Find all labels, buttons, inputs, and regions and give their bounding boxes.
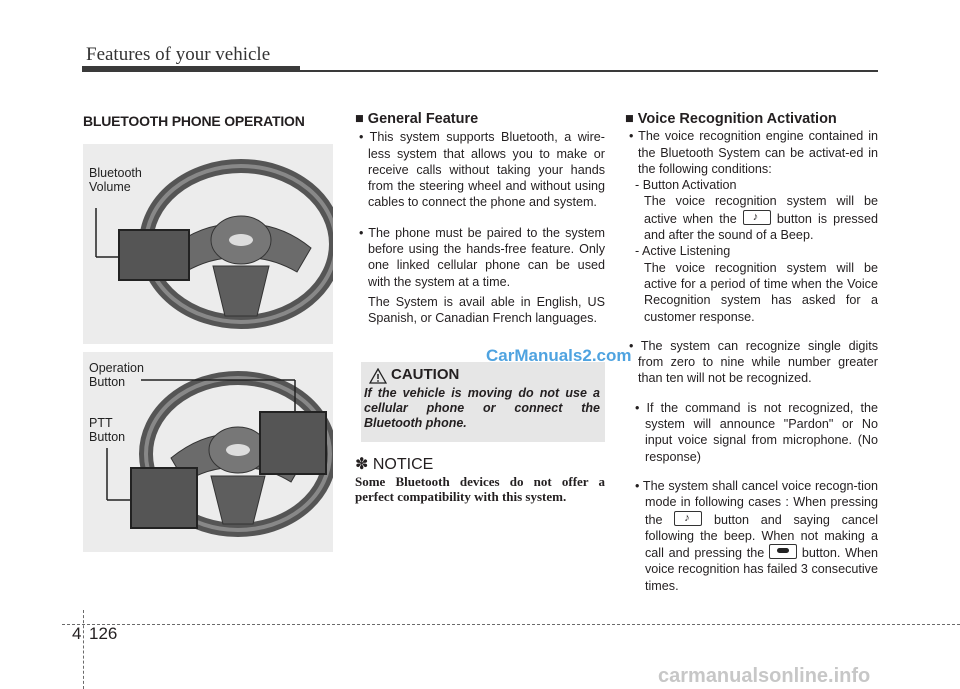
label-line: Bluetooth xyxy=(89,166,142,180)
text-part: button and saying cancel following the beep. When not making a call and pressing the xyxy=(645,512,878,561)
general-paragraph-2: • The phone must be paired to the system before using the hands-free feature. Only one linked cellular phone can be used with the system at a time. xyxy=(359,225,605,289)
chapter-number: 4 xyxy=(72,624,82,643)
running-header: Features of your vehicle xyxy=(86,44,271,65)
section-heading: BLUETOOTH PHONE OPERATION xyxy=(83,113,305,129)
talk-button-icon: ♪ xyxy=(743,210,771,225)
cancel-paragraph xyxy=(625,478,878,594)
watermark-top: CarManuals2.com xyxy=(486,346,632,365)
caution-box xyxy=(361,362,605,442)
button-activation-title: - Button Activation xyxy=(635,178,737,193)
voice-recognition-column xyxy=(625,111,878,594)
label-line: PTT xyxy=(89,416,113,430)
caution-text: If the vehicle is moving do not use a cellular phone or connect the Bluetooth phone. xyxy=(364,386,600,430)
notice-title: ✽ NOTICE xyxy=(355,456,434,473)
text-part: The voice recognition system will be active when the xyxy=(644,194,878,226)
footer-rule xyxy=(62,624,960,625)
header-rule-thin xyxy=(300,70,878,72)
steering-wheel-figure-1 xyxy=(83,144,333,344)
phone-end-button-icon xyxy=(769,544,797,559)
active-listening-title: - Active Listening xyxy=(635,244,731,259)
general-feature-column xyxy=(355,111,605,327)
operation-button-label xyxy=(89,361,144,389)
digits-paragraph: • The system can recognize single digits from zero to nine while number greater than ten will not be recognized. xyxy=(629,338,878,386)
text-part: button is pressed and after the sound of a Beep. xyxy=(644,211,878,243)
text-part: • The system shall cancel voice recogn-tion mode in following cases : When pressing the xyxy=(635,478,878,527)
text-part: button. When voice recognition has failed 3 consecutive times. xyxy=(645,546,878,593)
header-rule-thick xyxy=(82,66,300,72)
general-paragraph-1: • This system supports Bluetooth, a wire-less system that allows you to make or receive calls without taking your hands from the steering wheel and without using cables to connect the phone and system. xyxy=(359,130,605,210)
active-listening-text: The voice recognition system will be active for a period of time when the Voice Recognition system has asked for a customer response. xyxy=(644,260,878,324)
talk-button-icon: ♪ xyxy=(674,511,702,526)
label-line: Button xyxy=(89,375,126,389)
voice-recognition-heading: ■ Voice Recognition Activation xyxy=(625,111,837,127)
general-feature-heading: ■ General Feature xyxy=(355,111,479,127)
label-line: Volume xyxy=(89,180,131,194)
label-line: Button xyxy=(89,430,126,444)
button-activation-text xyxy=(625,193,878,243)
steering-wheel-figure-2 xyxy=(83,352,333,552)
notice-text: Some Bluetooth devices do not offer a perfect compatibility with this system. xyxy=(355,474,605,504)
page-number: 126 xyxy=(89,624,118,643)
label-line: Operation xyxy=(89,361,144,375)
footer-divider xyxy=(83,610,84,689)
caution-title: CAUTION xyxy=(391,366,460,383)
pardon-paragraph: • If the command is not recognized, the system will announce "Pardon" or No input voice signal from microphone. (No response) xyxy=(635,400,878,464)
voice-intro: • The voice recognition engine contained in the Bluetooth System can be activat-ed in the following conditions: xyxy=(629,129,878,176)
ptt-button-label xyxy=(89,416,125,444)
general-paragraph-3: The System is avail able in English, US Spanish, or Canadian French languages. xyxy=(368,294,605,326)
watermark-bottom: carmanualsonline.info xyxy=(658,665,871,687)
bluetooth-volume-label xyxy=(89,166,142,194)
warning-triangle-icon xyxy=(369,368,387,384)
